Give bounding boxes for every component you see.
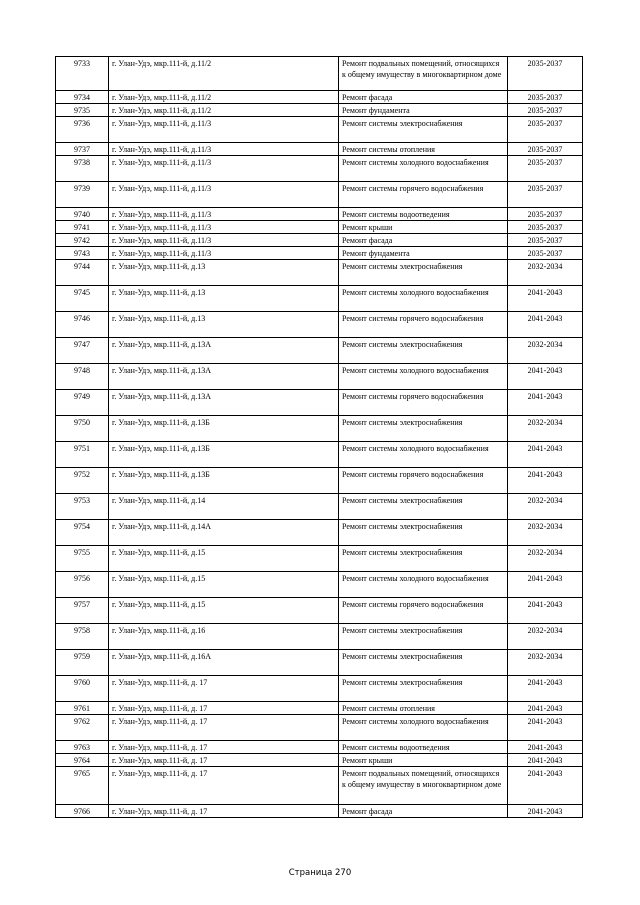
table-row <box>56 182 583 208</box>
row-work-type: Ремонт системы водоотведения <box>339 208 508 221</box>
row-number: 9763 <box>56 741 109 754</box>
row-work-type: Ремонт фасада <box>339 805 508 818</box>
row-address: г. Улан-Удэ, мкр.111-й, д. 17 <box>109 767 339 805</box>
row-number: 9764 <box>56 754 109 767</box>
row-address: г. Улан-Удэ, мкр.111-й, д. 17 <box>109 805 339 818</box>
table-row <box>56 676 583 702</box>
row-work-type: Ремонт системы горячего водоснабжения <box>339 468 508 494</box>
row-period: 2041-2043 <box>508 676 583 702</box>
table-row <box>56 104 583 117</box>
row-period: 2035-2037 <box>508 143 583 156</box>
table-row <box>56 156 583 182</box>
row-number: 9758 <box>56 624 109 650</box>
row-period: 2041-2043 <box>508 312 583 338</box>
row-work-type: Ремонт системы холодного водоснабжения <box>339 286 508 312</box>
row-work-type: Ремонт системы горячего водоснабжения <box>339 312 508 338</box>
repair-schedule-table <box>55 56 583 818</box>
row-period: 2035-2037 <box>508 221 583 234</box>
row-number: 9744 <box>56 260 109 286</box>
table-row <box>56 416 583 442</box>
row-period: 2035-2037 <box>508 117 583 143</box>
table-row <box>56 767 583 805</box>
table-row <box>56 546 583 572</box>
row-address: г. Улан-Удэ, мкр.111-й, д.13 <box>109 286 339 312</box>
table-row <box>56 208 583 221</box>
row-period: 2041-2043 <box>508 754 583 767</box>
table-row <box>56 494 583 520</box>
row-period: 2041-2043 <box>508 805 583 818</box>
row-work-type: Ремонт системы холодного водоснабжения <box>339 715 508 741</box>
row-period: 2041-2043 <box>508 572 583 598</box>
row-work-type: Ремонт системы электроснабжения <box>339 117 508 143</box>
row-period: 2032-2034 <box>508 416 583 442</box>
row-period: 2041-2043 <box>508 468 583 494</box>
row-address: г. Улан-Удэ, мкр.111-й, д.11/2 <box>109 57 339 91</box>
row-period: 2032-2034 <box>508 520 583 546</box>
row-work-type: Ремонт фундамента <box>339 104 508 117</box>
table-row <box>56 117 583 143</box>
row-number: 9733 <box>56 57 109 91</box>
row-address: г. Улан-Удэ, мкр.111-й, д.13А <box>109 390 339 416</box>
row-number: 9737 <box>56 143 109 156</box>
row-work-type: Ремонт подвальных помещений, относящихся к общему имуществу в многоквартирном доме <box>339 57 508 91</box>
row-period: 2035-2037 <box>508 247 583 260</box>
row-address: г. Улан-Удэ, мкр.111-й, д. 17 <box>109 715 339 741</box>
row-period: 2032-2034 <box>508 494 583 520</box>
row-address: г. Улан-Удэ, мкр.111-й, д.11/3 <box>109 156 339 182</box>
row-work-type: Ремонт системы горячего водоснабжения <box>339 182 508 208</box>
row-address: г. Улан-Удэ, мкр.111-й, д.11/2 <box>109 104 339 117</box>
table-row <box>56 286 583 312</box>
row-number: 9736 <box>56 117 109 143</box>
row-address: г. Улан-Удэ, мкр.111-й, д.13 <box>109 260 339 286</box>
table-row <box>56 741 583 754</box>
row-number: 9766 <box>56 805 109 818</box>
row-work-type: Ремонт системы холодного водоснабжения <box>339 364 508 390</box>
row-number: 9752 <box>56 468 109 494</box>
row-work-type: Ремонт подвальных помещений, относящихся к общему имуществу в многоквартирном доме <box>339 767 508 805</box>
row-address: г. Улан-Удэ, мкр.111-й, д.11/3 <box>109 182 339 208</box>
row-work-type: Ремонт системы горячего водоснабжения <box>339 598 508 624</box>
table-row <box>56 702 583 715</box>
row-period: 2035-2037 <box>508 91 583 104</box>
row-address: г. Улан-Удэ, мкр.111-й, д.11/3 <box>109 117 339 143</box>
row-period: 2041-2043 <box>508 442 583 468</box>
row-address: г. Улан-Удэ, мкр.111-й, д.11/3 <box>109 234 339 247</box>
table-row <box>56 754 583 767</box>
row-number: 9759 <box>56 650 109 676</box>
row-address: г. Улан-Удэ, мкр.111-й, д. 17 <box>109 676 339 702</box>
table-row <box>56 624 583 650</box>
row-number: 9746 <box>56 312 109 338</box>
row-number: 9765 <box>56 767 109 805</box>
row-work-type: Ремонт системы холодного водоснабжения <box>339 156 508 182</box>
row-address: г. Улан-Удэ, мкр.111-й, д.15 <box>109 546 339 572</box>
row-period: 2041-2043 <box>508 767 583 805</box>
row-number: 9742 <box>56 234 109 247</box>
row-address: г. Улан-Удэ, мкр.111-й, д. 17 <box>109 702 339 715</box>
row-address: г. Улан-Удэ, мкр.111-й, д.11/3 <box>109 208 339 221</box>
row-address: г. Улан-Удэ, мкр.111-й, д.16А <box>109 650 339 676</box>
row-period: 2032-2034 <box>508 546 583 572</box>
row-address: г. Улан-Удэ, мкр.111-й, д.11/3 <box>109 221 339 234</box>
table-row <box>56 572 583 598</box>
row-work-type: Ремонт системы электроснабжения <box>339 624 508 650</box>
row-number: 9740 <box>56 208 109 221</box>
row-address: г. Улан-Удэ, мкр.111-й, д.13Б <box>109 442 339 468</box>
table-row <box>56 442 583 468</box>
row-number: 9734 <box>56 91 109 104</box>
table-row <box>56 364 583 390</box>
page-number: Страница 270 <box>288 868 352 878</box>
row-period: 2041-2043 <box>508 741 583 754</box>
row-address: г. Улан-Удэ, мкр.111-й, д.13Б <box>109 468 339 494</box>
row-work-type: Ремонт фасада <box>339 234 508 247</box>
row-number: 9762 <box>56 715 109 741</box>
row-period: 2035-2037 <box>508 234 583 247</box>
row-number: 9743 <box>56 247 109 260</box>
row-work-type: Ремонт системы горячего водоснабжения <box>339 390 508 416</box>
row-period: 2041-2043 <box>508 390 583 416</box>
table-row <box>56 390 583 416</box>
row-address: г. Улан-Удэ, мкр.111-й, д.11/3 <box>109 143 339 156</box>
table-row <box>56 143 583 156</box>
row-number: 9735 <box>56 104 109 117</box>
row-number: 9756 <box>56 572 109 598</box>
row-period: 2035-2037 <box>508 104 583 117</box>
row-work-type: Ремонт системы электроснабжения <box>339 260 508 286</box>
row-number: 9754 <box>56 520 109 546</box>
table-row <box>56 312 583 338</box>
row-work-type: Ремонт крыши <box>339 221 508 234</box>
row-address: г. Улан-Удэ, мкр.111-й, д.14А <box>109 520 339 546</box>
row-period: 2032-2034 <box>508 338 583 364</box>
row-work-type: Ремонт системы холодного водоснабжения <box>339 572 508 598</box>
table-row <box>56 598 583 624</box>
row-number: 9761 <box>56 702 109 715</box>
row-period: 2032-2034 <box>508 624 583 650</box>
table-row <box>56 468 583 494</box>
table-row <box>56 650 583 676</box>
row-work-type: Ремонт системы электроснабжения <box>339 650 508 676</box>
row-number: 9738 <box>56 156 109 182</box>
table-body <box>56 57 583 818</box>
row-work-type: Ремонт системы холодного водоснабжения <box>339 442 508 468</box>
row-work-type: Ремонт системы электроснабжения <box>339 416 508 442</box>
table-row <box>56 260 583 286</box>
row-period: 2035-2037 <box>508 208 583 221</box>
row-number: 9755 <box>56 546 109 572</box>
row-address: г. Улан-Удэ, мкр.111-й, д.11/2 <box>109 91 339 104</box>
row-work-type: Ремонт системы электроснабжения <box>339 546 508 572</box>
row-period: 2032-2034 <box>508 650 583 676</box>
row-address: г. Улан-Удэ, мкр.111-й, д.13А <box>109 338 339 364</box>
table-row <box>56 234 583 247</box>
row-number: 9745 <box>56 286 109 312</box>
row-period: 2035-2037 <box>508 156 583 182</box>
row-address: г. Улан-Удэ, мкр.111-й, д.13 <box>109 312 339 338</box>
row-number: 9757 <box>56 598 109 624</box>
row-work-type: Ремонт системы электроснабжения <box>339 338 508 364</box>
row-number: 9747 <box>56 338 109 364</box>
row-period: 2041-2043 <box>508 715 583 741</box>
row-address: г. Улан-Удэ, мкр.111-й, д.13Б <box>109 416 339 442</box>
row-number: 9749 <box>56 390 109 416</box>
row-work-type: Ремонт системы отопления <box>339 702 508 715</box>
table-row <box>56 57 583 91</box>
row-number: 9760 <box>56 676 109 702</box>
row-work-type: Ремонт фундамента <box>339 247 508 260</box>
row-period: 2032-2034 <box>508 260 583 286</box>
row-address: г. Улан-Удэ, мкр.111-й, д. 17 <box>109 741 339 754</box>
row-period: 2041-2043 <box>508 364 583 390</box>
table-row <box>56 91 583 104</box>
row-work-type: Ремонт системы электроснабжения <box>339 520 508 546</box>
row-period: 2035-2037 <box>508 57 583 91</box>
row-number: 9750 <box>56 416 109 442</box>
row-period: 2035-2037 <box>508 182 583 208</box>
table-row <box>56 805 583 818</box>
row-address: г. Улан-Удэ, мкр.111-й, д.16 <box>109 624 339 650</box>
row-number: 9753 <box>56 494 109 520</box>
row-work-type: Ремонт системы водоотведения <box>339 741 508 754</box>
row-address: г. Улан-Удэ, мкр.111-й, д.13А <box>109 364 339 390</box>
table-row <box>56 247 583 260</box>
table-row <box>56 338 583 364</box>
table-row <box>56 715 583 741</box>
row-work-type: Ремонт системы электроснабжения <box>339 494 508 520</box>
row-period: 2041-2043 <box>508 702 583 715</box>
table-row <box>56 221 583 234</box>
row-number: 9748 <box>56 364 109 390</box>
row-work-type: Ремонт фасада <box>339 91 508 104</box>
row-number: 9741 <box>56 221 109 234</box>
row-address: г. Улан-Удэ, мкр.111-й, д.11/3 <box>109 247 339 260</box>
row-work-type: Ремонт крыши <box>339 754 508 767</box>
row-number: 9739 <box>56 182 109 208</box>
row-address: г. Улан-Удэ, мкр.111-й, д.14 <box>109 494 339 520</box>
table-row <box>56 520 583 546</box>
row-address: г. Улан-Удэ, мкр.111-й, д. 17 <box>109 754 339 767</box>
row-period: 2041-2043 <box>508 598 583 624</box>
row-work-type: Ремонт системы отопления <box>339 143 508 156</box>
row-period: 2041-2043 <box>508 286 583 312</box>
row-address: г. Улан-Удэ, мкр.111-й, д.15 <box>109 572 339 598</box>
row-work-type: Ремонт системы электроснабжения <box>339 676 508 702</box>
row-number: 9751 <box>56 442 109 468</box>
row-address: г. Улан-Удэ, мкр.111-й, д.15 <box>109 598 339 624</box>
